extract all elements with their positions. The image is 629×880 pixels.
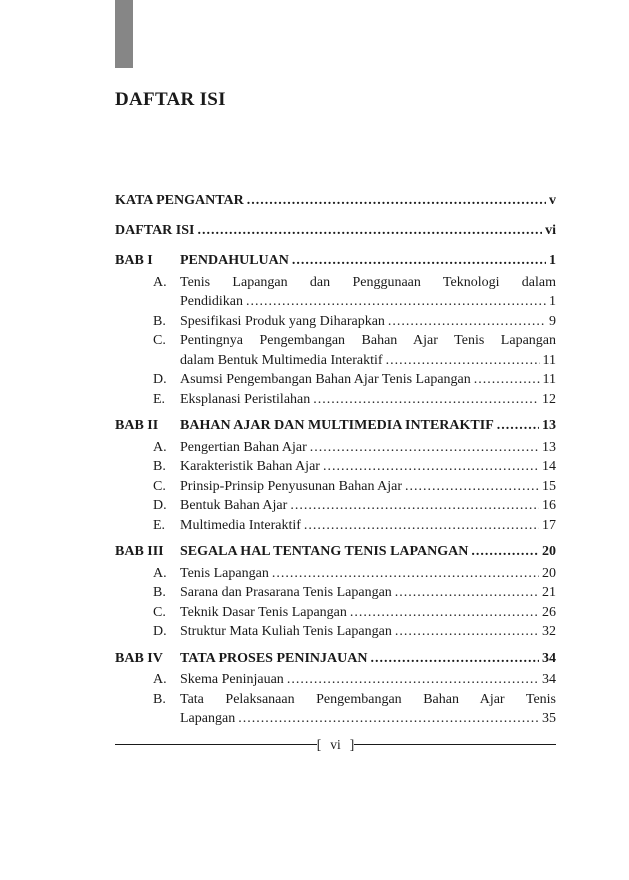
entry-page-number: 1 [549, 253, 556, 268]
entry-page-number: 20 [542, 565, 556, 581]
toc-line [115, 191, 556, 211]
chapter-label: BAB I [115, 253, 153, 268]
item-letter: A. [153, 565, 167, 581]
item-letter: C. [153, 604, 166, 620]
footer-page-number [317, 735, 355, 754]
entry-page-number: 9 [549, 313, 556, 329]
toc-line [180, 603, 556, 623]
dot-leader [386, 351, 540, 371]
item-letter: E. [153, 391, 166, 407]
toc-sub-entry [115, 564, 556, 584]
dot-leader [304, 516, 539, 536]
item-letter: B. [153, 691, 166, 707]
item-body [180, 331, 556, 370]
entry-text: Struktur Mata Kuliah Tenis Lapangan [180, 624, 392, 639]
entry-text: Spesifikasi Produk yang Diharapkan [180, 313, 385, 329]
dot-leader [313, 390, 539, 410]
toc-line [180, 622, 556, 642]
chapter-title-line [180, 542, 556, 562]
dot-leader [471, 542, 539, 562]
entry-page-number: 11 [542, 352, 556, 368]
item-letter: A. [153, 439, 167, 455]
entry-text: dalam Bentuk Multimedia Interaktif [180, 352, 383, 368]
entry-page-number: 13 [542, 418, 556, 433]
item-letter: A. [153, 274, 167, 290]
item-body [180, 670, 556, 690]
front-matter-entry [115, 191, 556, 211]
item-letter: B. [153, 459, 166, 474]
dot-leader [497, 416, 539, 436]
toc-line [180, 564, 556, 584]
entry-page-number: 1 [549, 294, 556, 309]
item-text-first-line: Tata Pelaksanaan Pengembangan Bahan Ajar Tenis [180, 691, 556, 707]
chapter-heading [115, 649, 556, 669]
toc-line [180, 496, 556, 516]
toc-sub-entry [115, 477, 556, 497]
entry-page-number: 34 [542, 650, 556, 666]
front-matter-entry [115, 221, 556, 241]
dot-leader [474, 370, 540, 390]
entry-page-number: vi [545, 223, 556, 238]
footer-page-label: vi [330, 737, 341, 752]
entry-page-number: 12 [542, 391, 556, 407]
toc-line [180, 709, 556, 729]
dot-leader [197, 221, 542, 241]
dot-leader [350, 603, 539, 623]
table-of-contents [115, 191, 556, 729]
toc-line [180, 370, 556, 390]
dot-leader [290, 496, 539, 516]
chapter-title-line [180, 649, 556, 669]
entry-text: Asumsi Pengembangan Bahan Ajar Tenis Lapangan [180, 372, 471, 387]
entry-page-number: 20 [542, 544, 556, 559]
footer-bracket-right: ] [349, 737, 355, 752]
item-letter: C. [153, 478, 166, 494]
toc-line [180, 390, 556, 410]
dot-leader [405, 477, 539, 497]
page-footer [115, 735, 556, 754]
toc-sub-entry [115, 457, 556, 477]
entry-text: KATA PENGANTAR [115, 193, 244, 208]
footer-rule-right [354, 744, 556, 745]
entry-page-number: 35 [542, 711, 556, 726]
item-letter: D. [153, 624, 167, 639]
toc-sub-entry [115, 496, 556, 516]
item-body [180, 370, 556, 390]
toc-sub-entry [115, 331, 556, 370]
entry-page-number: 13 [542, 439, 556, 455]
entry-text: Teknik Dasar Tenis Lapangan [180, 604, 347, 620]
page-title: DAFTAR ISI [115, 89, 226, 110]
entry-text: Karakteristik Bahan Ajar [180, 459, 320, 474]
item-body [180, 690, 556, 729]
entry-text: Lapangan [180, 711, 236, 726]
toc-line [180, 251, 556, 271]
entry-text: DAFTAR ISI [115, 223, 195, 238]
toc-line [180, 649, 556, 669]
entry-text: Pengertian Bahan Ajar [180, 439, 307, 455]
dot-leader [310, 438, 539, 458]
entry-text: Prinsip-Prinsip Penyusunan Bahan Ajar [180, 478, 403, 494]
entry-text: Multimedia Interaktif [180, 517, 301, 533]
chapter-label: BAB III [115, 544, 164, 559]
dot-leader [272, 564, 539, 584]
entry-page-number: 16 [542, 498, 556, 513]
entry-text: Skema Peninjauan [180, 672, 284, 687]
item-letter: E. [153, 517, 166, 533]
item-letter: D. [153, 372, 167, 387]
entry-page-number: 15 [542, 478, 556, 494]
footer-bracket-left: [ [316, 737, 322, 752]
entry-page-number: 26 [542, 604, 556, 620]
dot-leader [238, 709, 539, 729]
bookmark-tab-bar [115, 0, 133, 68]
item-body [180, 438, 556, 458]
entry-text: Sarana dan Prasarana Tenis Lapangan [180, 585, 392, 600]
item-body [180, 564, 556, 584]
toc-line [180, 416, 556, 436]
toc-line [115, 221, 556, 241]
toc-sub-entry [115, 370, 556, 390]
dot-leader [246, 292, 546, 312]
toc-sub-entry [115, 690, 556, 729]
chapter-title-line [180, 251, 556, 271]
toc-sub-entry [115, 273, 556, 312]
item-body [180, 457, 556, 477]
item-letter: B. [153, 585, 166, 600]
toc-line [180, 438, 556, 458]
toc-sub-entry [115, 390, 556, 410]
entry-text: TATA PROSES PENINJAUAN [180, 650, 368, 666]
chapter-heading [115, 416, 556, 436]
chapter-label: BAB II [115, 418, 159, 433]
entry-text: PENDAHULUAN [180, 253, 289, 268]
toc-sub-entry [115, 312, 556, 332]
toc-line [180, 477, 556, 497]
item-letter: C. [153, 333, 166, 348]
chapter-heading [115, 542, 556, 562]
toc-line [180, 583, 556, 603]
entry-page-number: 34 [542, 672, 556, 687]
footer-rule-left [115, 744, 317, 745]
item-body [180, 273, 556, 312]
item-letter: A. [153, 672, 167, 687]
entry-page-number: 17 [542, 517, 556, 533]
item-letter: B. [153, 313, 166, 329]
item-body [180, 477, 556, 497]
chapter-heading [115, 251, 556, 271]
entry-text: Eksplanasi Peristilahan [180, 391, 311, 407]
entry-text: SEGALA HAL TENTANG TENIS LAPANGAN [180, 544, 469, 559]
entry-page-number: v [549, 193, 556, 208]
dot-leader [370, 649, 539, 669]
toc-sub-entry [115, 583, 556, 603]
toc-sub-entry [115, 603, 556, 623]
item-text-first-line: Tenis Lapangan dan Penggunaan Teknologi dalam [180, 274, 556, 290]
toc-line [180, 351, 556, 371]
toc-sub-entry [115, 622, 556, 642]
item-body [180, 622, 556, 642]
dot-leader [287, 670, 539, 690]
item-body [180, 496, 556, 516]
entry-text: Bentuk Bahan Ajar [180, 498, 288, 513]
toc-line [180, 542, 556, 562]
dot-leader [247, 191, 546, 211]
chapter-title-line [180, 416, 556, 436]
dot-leader [323, 457, 539, 477]
toc-sub-entry [115, 670, 556, 690]
toc-sub-entry [115, 438, 556, 458]
toc-sub-entry [115, 516, 556, 536]
item-body [180, 312, 556, 332]
entry-page-number: 21 [542, 585, 556, 600]
dot-leader [388, 312, 546, 332]
entry-text: Tenis Lapangan [180, 565, 269, 581]
entry-page-number: 14 [542, 459, 556, 474]
item-body [180, 516, 556, 536]
item-text-first-line: Pentingnya Pengembangan Bahan Ajar Tenis Lapangan [180, 333, 556, 348]
entry-text: BAHAN AJAR DAN MULTIMEDIA INTERAKTIF [180, 418, 494, 433]
dot-leader [395, 583, 539, 603]
toc-line [180, 312, 556, 332]
item-body [180, 390, 556, 410]
toc-line [180, 516, 556, 536]
toc-line [180, 292, 556, 312]
dot-leader [292, 251, 546, 271]
toc-line [180, 457, 556, 477]
toc-line [180, 670, 556, 690]
dot-leader [395, 622, 539, 642]
entry-page-number: 32 [542, 624, 556, 639]
entry-text: Pendidikan [180, 294, 243, 309]
item-body [180, 583, 556, 603]
entry-page-number: 11 [542, 372, 556, 387]
item-letter: D. [153, 498, 167, 513]
chapter-label: BAB IV [115, 650, 163, 666]
item-body [180, 603, 556, 623]
page-content [115, 88, 556, 729]
